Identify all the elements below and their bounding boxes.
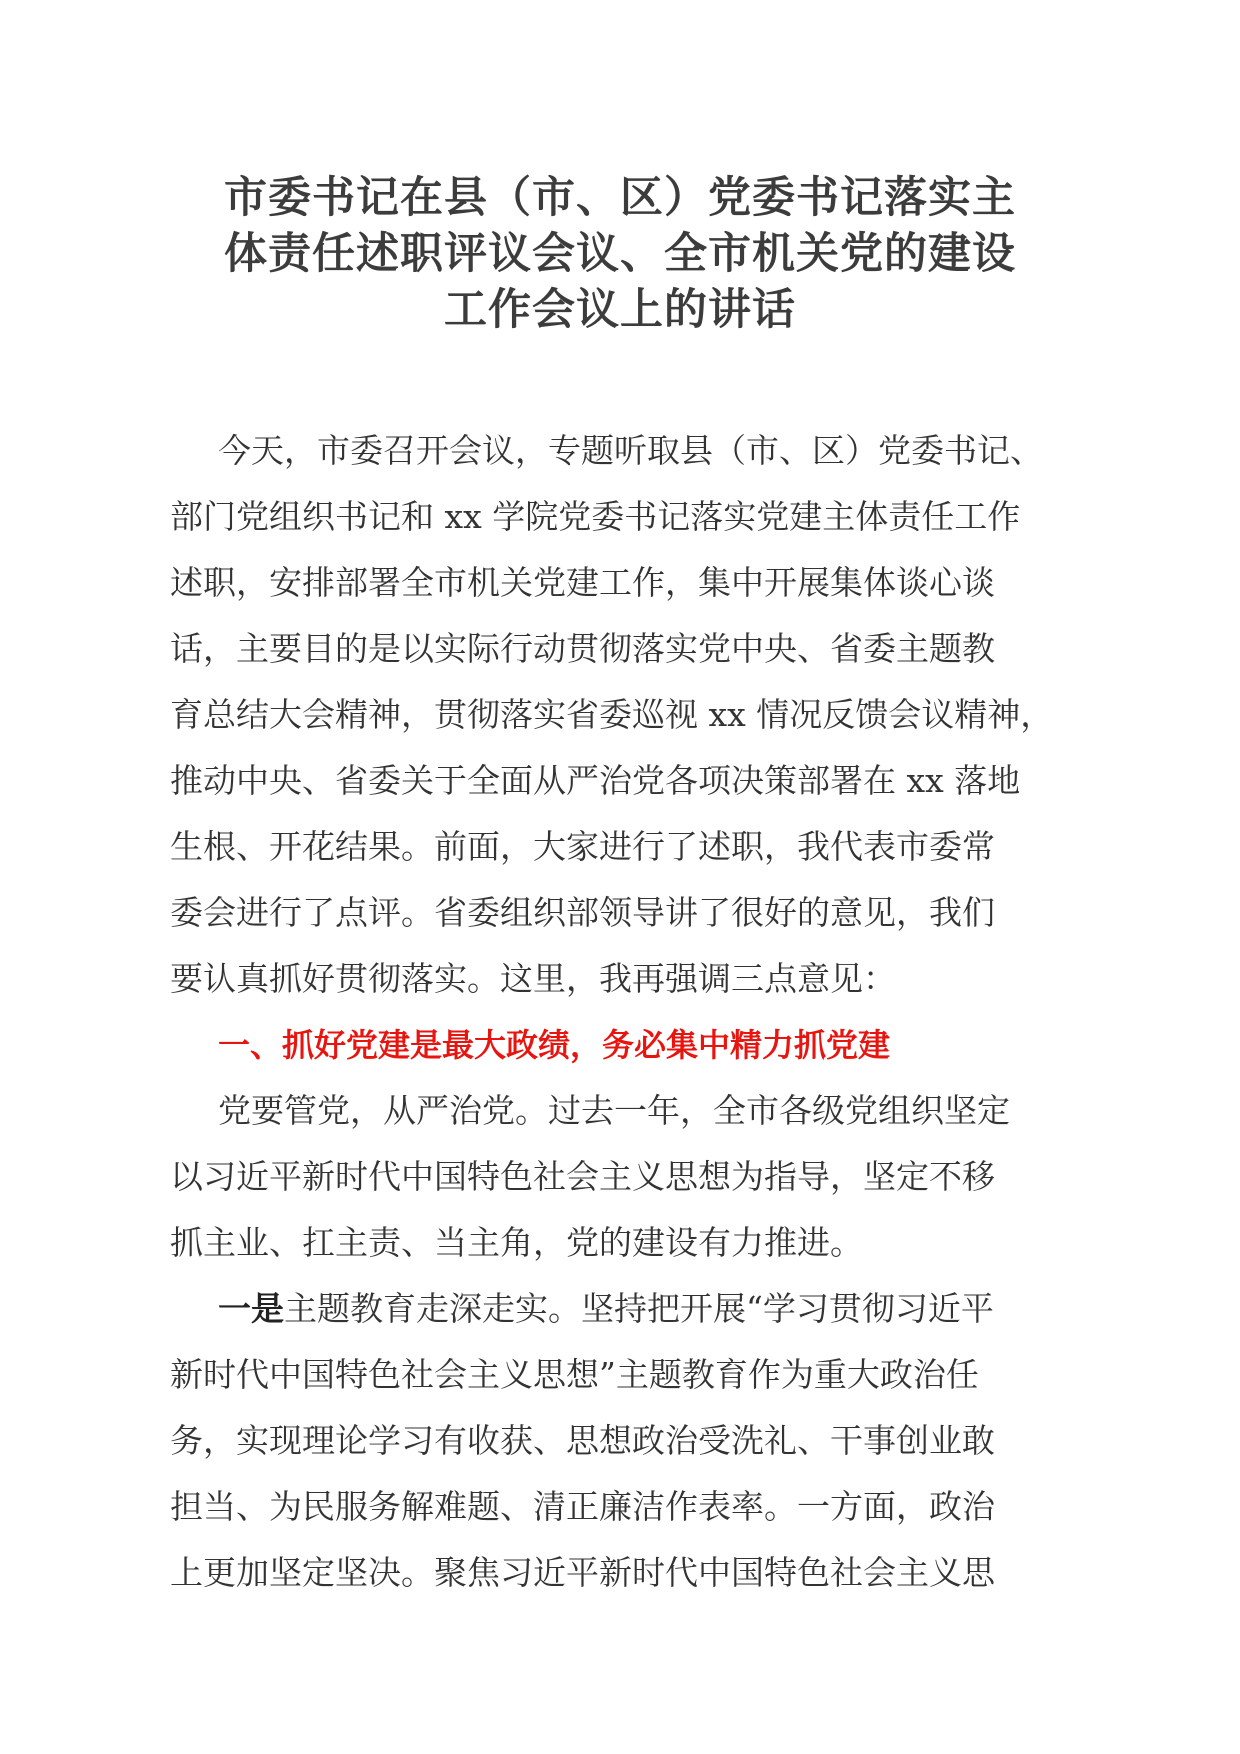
body-line: 述职，安排部署全市机关党建工作，集中开展集体谈心谈: [170, 563, 995, 602]
title-line-1: 市委书记在县（市、区）党委书记落实主: [224, 173, 1016, 223]
document-title: [150, 170, 1090, 338]
point-one-line: 上更加坚定坚决。聚焦习近平新时代中国特色社会主义思: [170, 1553, 995, 1592]
body-line: 生根、开花结果。前面，大家进行了述职，我代表市委常: [170, 827, 995, 866]
section-line: 抓主业、扛主责、当主角，党的建设有力推进。: [170, 1223, 863, 1262]
section-heading: 一、抓好党建是最大政绩，务必集中精力抓党建: [218, 1026, 891, 1064]
section-line: 以习近平新时代中国特色社会主义思想为指导，坚定不移: [170, 1157, 995, 1196]
title-line-3: 工作会议上的讲话: [444, 285, 796, 335]
body-line: 部门党组织书记和 xx 学院党委书记落实党建主体责任工作: [170, 497, 1021, 536]
point-one-first-line: [170, 1276, 1070, 1342]
body-line: 话，主要目的是以实际行动贯彻落实党中央、省委主题教: [170, 629, 995, 668]
point-one-text: 主题教育走深走实。坚持把开展“学习贯彻习近平: [284, 1289, 994, 1328]
body-line: 今天，市委召开会议，专题听取县（市、区）党委书记、: [218, 431, 1043, 470]
title-line-2: 体责任述职评议会议、全市机关党的建设: [224, 229, 1016, 279]
point-one-line: 担当、为民服务解难题、清正廉洁作表率。一方面，政治: [170, 1487, 995, 1526]
section-line: 党要管党，从严治党。过去一年，全市各级党组织坚定: [218, 1091, 1010, 1130]
body-line: 要认真抓好贯彻落实。这里，我再强调三点意见：: [170, 959, 896, 998]
document-body: [170, 418, 1070, 1606]
body-line: 委会进行了点评。省委组织部领导讲了很好的意见，我们: [170, 893, 995, 932]
point-one-line: 务，实现理论学习有收获、思想政治受洗礼、干事创业敢: [170, 1421, 995, 1460]
point-one-line: 新时代中国特色社会主义思想”主题教育作为重大政治任: [170, 1355, 979, 1394]
point-one-lead: 一是: [218, 1289, 284, 1328]
body-line: 育总结大会精神，贯彻落实省委巡视 xx 情况反馈会议精神，: [170, 695, 1054, 734]
body-line: 推动中央、省委关于全面从严治党各项决策部署在 xx 落地: [170, 761, 1021, 800]
